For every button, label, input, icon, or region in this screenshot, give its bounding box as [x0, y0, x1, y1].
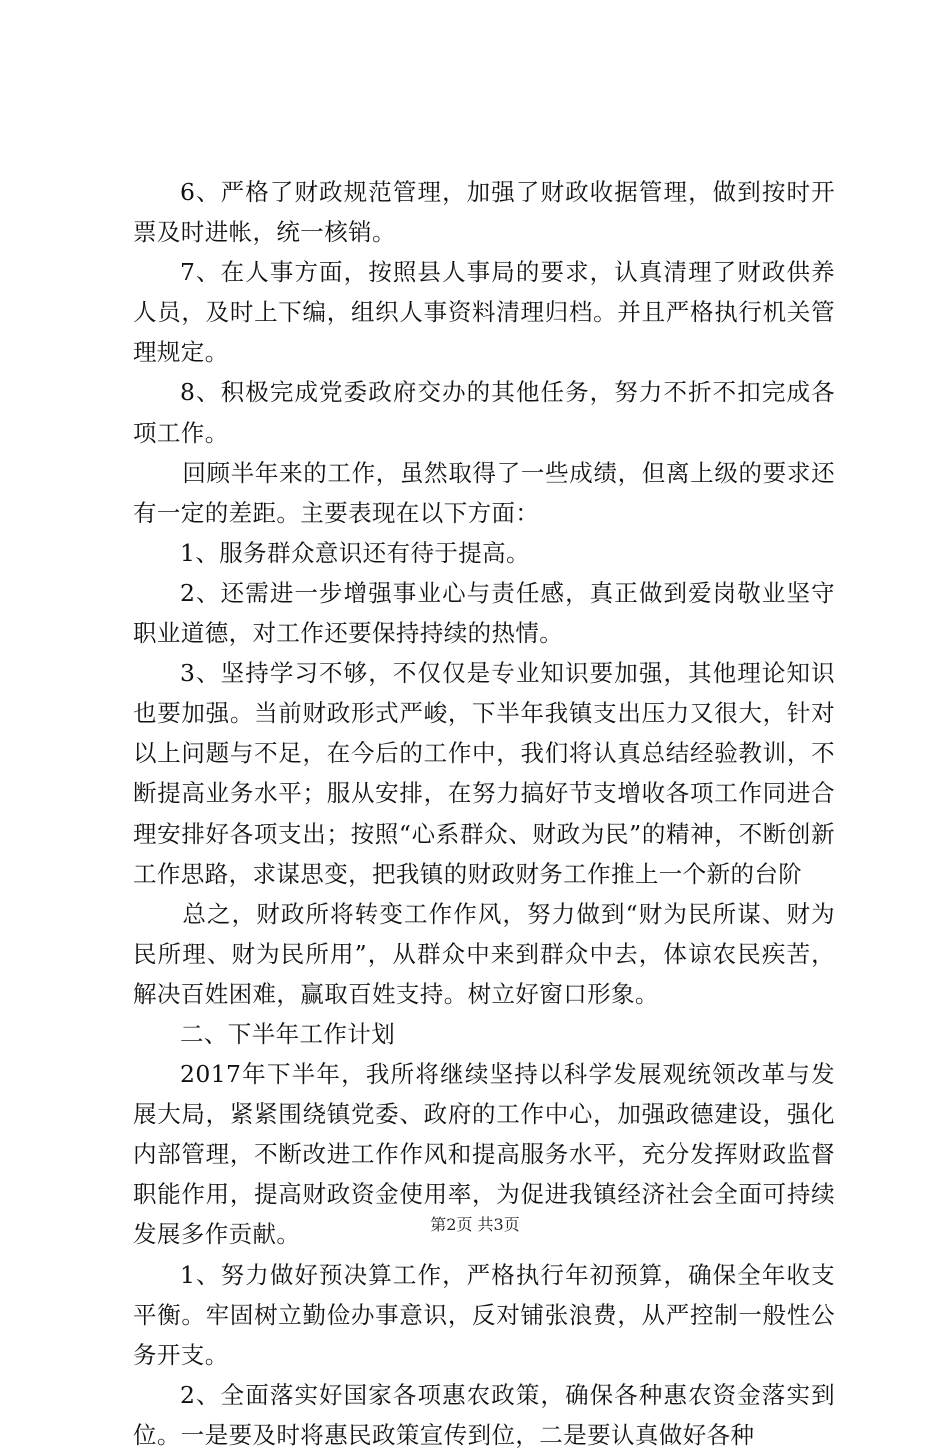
paragraph-plan-1: 1、努力做好预决算工作，严格执行年初预算，确保全年收支平衡。牢固树立勤俭办事意识，反对铺张浪费，从严控制一般性公务开支。	[133, 1260, 835, 1369]
paragraph-shortcoming-2: 2、还需进一步增强事业心与责任感，真正做到爱岗敬业坚守职业道德，对工作还要保持持续的热情。	[133, 578, 835, 648]
paragraph-review: 回顾半年来的工作，虽然取得了一些成绩，但离上级的要求还有一定的差距。主要表现在以下方面：	[133, 458, 835, 527]
document-body	[133, 172, 835, 1455]
page-number-footer: 第2页 共3页	[430, 1215, 520, 1234]
paragraph-shortcoming-3: 3、坚持学习不够，不仅仅是专业知识要加强，其他理论知识也要加强。当前财政形式严峻，下半年我镇支出压力又很大，针对以上问题与不足，在今后的工作中，我们将认真总结经验教训，不断提高业务水平；服从安排，在努力搞好节支增收各项工作同进合理安排好各项支出；按照“心系群众、财政为民”的精神，不断创新工作思路，求谋思变，把我镇的财政财务工作推上一个新的台阶	[133, 659, 835, 888]
paragraph-plan-2: 2、全面落实好国家各项惠农政策，确保各种惠农资金落实到位。一是要及时将惠民政策宣传到位，二是要认真做好各种	[133, 1380, 835, 1449]
paragraph-item-6: 6、严格了财政规范管理，加强了财政收据管理，做到按时开票及时进帐，统一核销。	[133, 178, 835, 247]
paragraph-plan-intro: 2017年下半年，我所将继续坚持以科学发展观统领改革与发展大局，紧紧围绕镇党委、政府的工作中心，加强政德建设，强化内部管理，不断改进工作作风和提高服务水平，充分发挥财政监督职能作用，提高财政资金使用率，为促进我镇经济社会全面可持续发展多作贡献。	[133, 1060, 835, 1249]
paragraph-summary: 总之，财政所将转变工作作风，努力做到“财为民所谋、财为民所理、财为民所用”，从群众中来到群众中去，体谅农民疾苦，解决百姓困难，赢取百姓支持。树立好窗口形象。	[133, 899, 835, 1008]
section-heading-plan: 二、下半年工作计划	[180, 1019, 396, 1048]
paragraph-shortcoming-1: 1、服务群众意识还有待于提高。	[180, 538, 530, 567]
paragraph-item-8: 8、积极完成党委政府交办的其他任务，努力不折不扣完成各项工作。	[133, 378, 835, 447]
paragraph-item-7: 7、在人事方面，按照县人事局的要求，认真清理了财政供养人员，及时上下编，组织人事资料清理归档。并且严格执行机关管理规定。	[133, 258, 835, 367]
